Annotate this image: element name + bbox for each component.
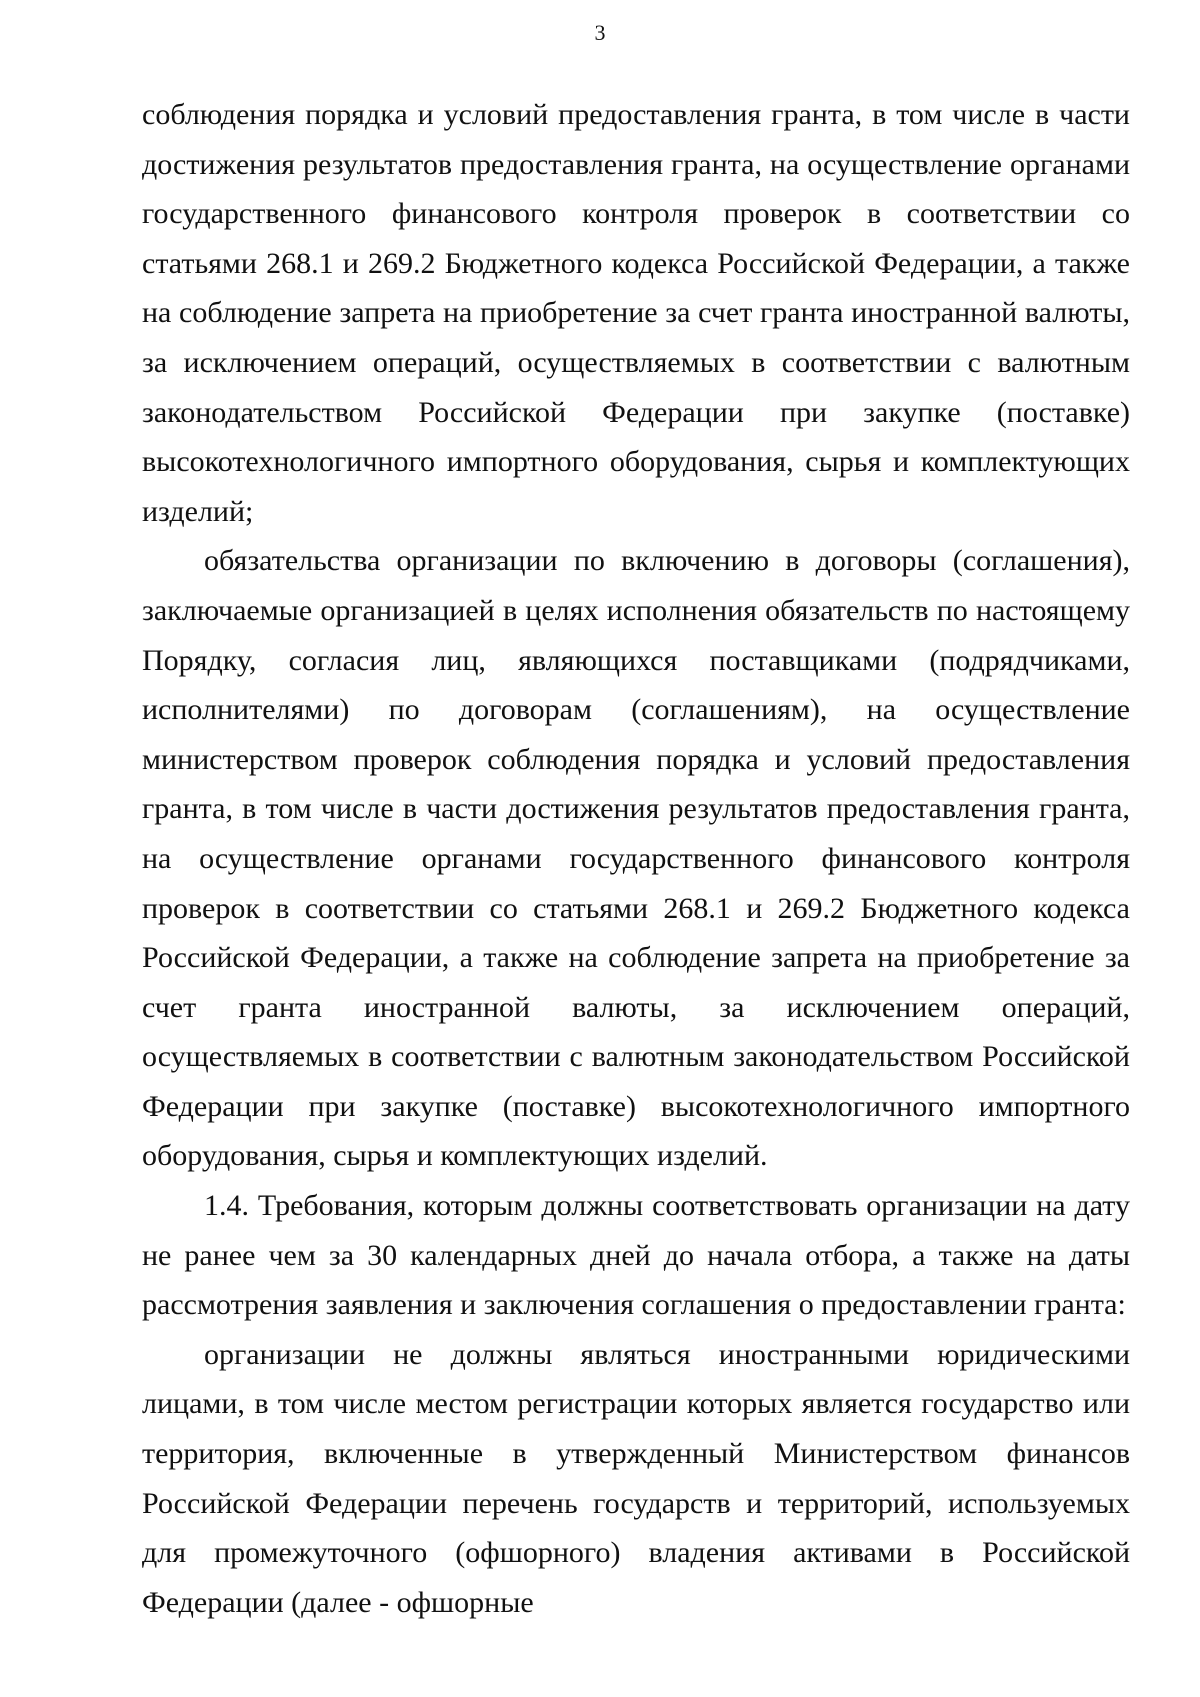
paragraph: соблюдения порядка и условий предоставления гранта, в том числе в части достижения результатов предоставления гранта, на осуществление органами государственного финансового контроля проверок в соответствии со статьями 268.1 и 269.2 Бюджетного кодекса Российской Федерации, а также на соблюдение запрета на приобретение за счет гранта иностранной валюты, за исключением операций, осуществляемых в соответствии с валютным законодательством Российской Федерации при закупке (поставке) высокотехнологичного импортного оборудования, сырья и комплектующих изделий; — [142, 98, 1130, 528]
page-number: 3 — [594, 20, 606, 45]
paragraph: организации не должны являться иностранными юридическими лицами, в том числе местом регистрации которых является государство или территория, включенные в утвержденный Министерством финансов Российской Федерации перечень государств и территорий, используемых для промежуточного (офшорного) владения активами в Российской Федерации (далее - офшорные — [142, 1337, 1130, 1619]
paragraph: 1.4. Требования, которым должны соответствовать организации на дату не ранее чем за 30 календарных дней до начала отбора, а также на даты рассмотрения заявления и заключения соглашения о предоставлении гранта: — [142, 1189, 1130, 1322]
paragraph: обязательства организации по включению в договоры (соглашения), заключаемые организацией в целях исполнения обязательств по настоящему Порядку, согласия лиц, являющихся поставщиками (подрядчиками, исполнителями) по договорам (соглашениям), на осуществление министерством проверок соблюдения порядка и условий предоставления гранта, в том числе в части достижения результатов предоставления гранта, на осуществление органами государственного финансового контроля проверок в соответствии со статьями 268.1 и 269.2 Бюджетного кодекса Российской Федерации, а также на соблюдение запрета на приобретение за счет гранта иностранной валюты, за исключением операций, осуществляемых в соответствии с валютным законодательством Российской Федерации при закупке (поставке) высокотехнологичного импортного оборудования, сырья и комплектующих изделий. — [142, 544, 1130, 1173]
document-body — [142, 90, 1130, 1627]
